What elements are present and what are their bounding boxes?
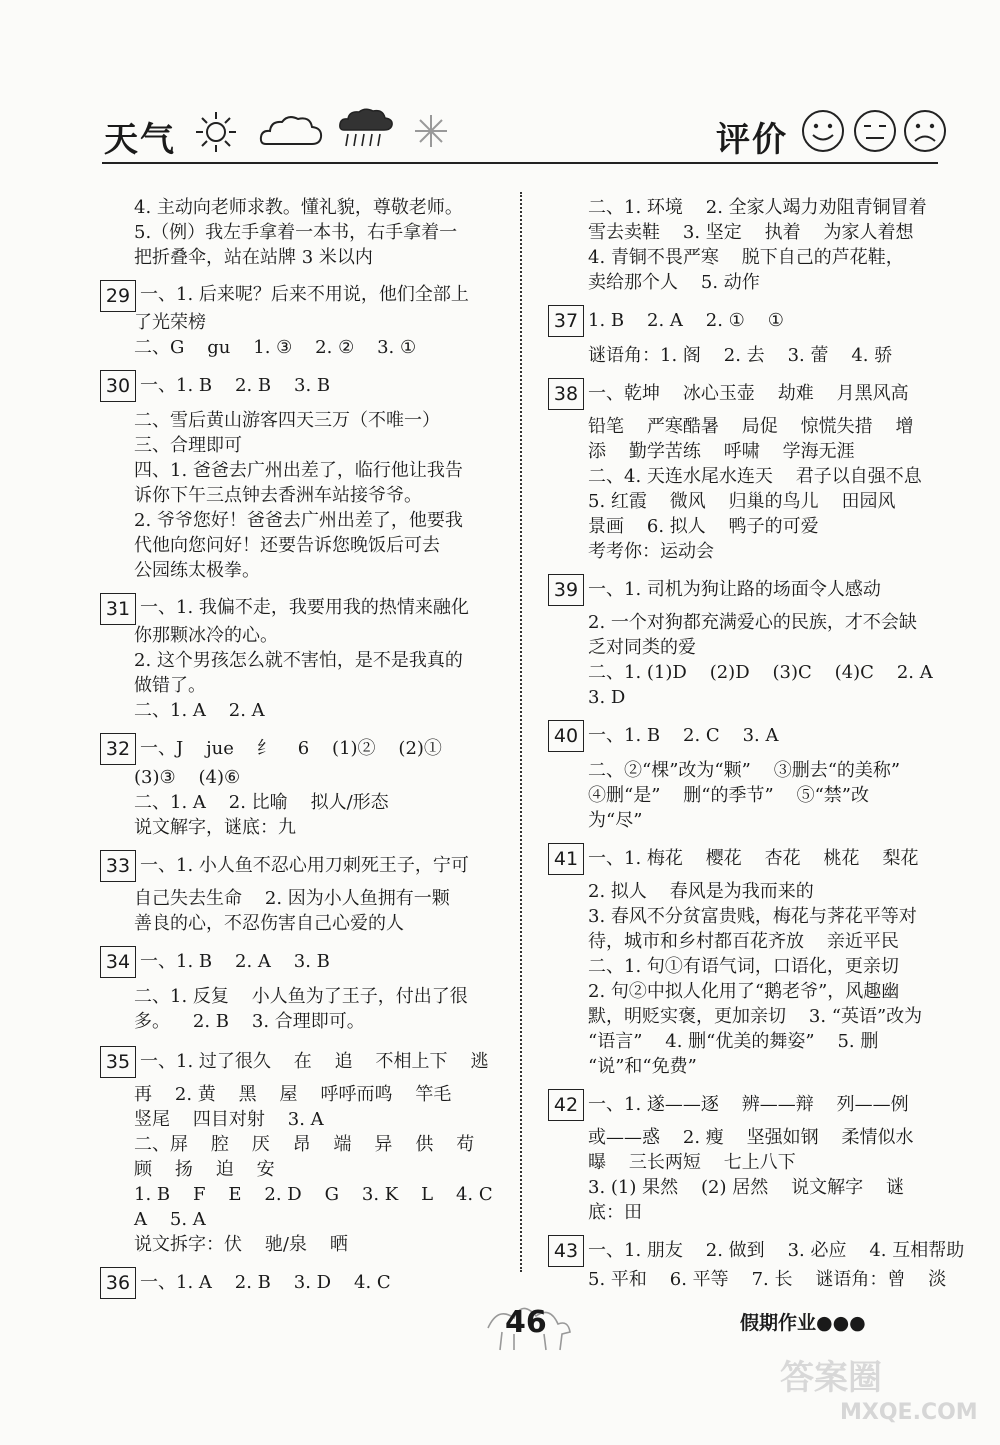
text-line: 竖尾 四目对射 3. A — [134, 1109, 324, 1130]
text-line: 二、雪后黄山游客四天三万（不唯一） — [134, 410, 440, 431]
exercise-number: 30 — [100, 370, 136, 402]
text-line: 一、1. 司机为狗让路的场面令人感动 — [588, 579, 881, 600]
text-line: A 5. A — [134, 1209, 206, 1230]
exercise-number: 31 — [100, 593, 136, 625]
text-line: 说文解字，谜底：九 — [134, 817, 296, 838]
happy-face-icon — [800, 108, 846, 154]
text-line: 4. 主动向老师求教。懂礼貌，尊敬老师。 — [134, 197, 463, 218]
text-line: 一、1. 朋友 2. 做到 3. 必应 4. 互相帮助 — [588, 1240, 965, 1261]
text-line: 或——惑 2. 瘦 坚强如钢 柔情似水 — [588, 1127, 914, 1148]
text-line: 5. 红霞 微风 归巢的鸟儿 田园风 — [588, 491, 896, 512]
exercise-number: 32 — [100, 733, 136, 765]
text-line: 曝 三长两短 七上八下 — [588, 1152, 796, 1173]
answer-block-37 — [548, 305, 948, 368]
text-line: 二、1. 反复 小人鱼为了王子，付出了很 — [134, 986, 468, 1007]
text-line: 3. D — [588, 687, 626, 708]
text-line: 4. 青铜不畏严寒 脱下自己的芦花鞋， — [588, 247, 904, 268]
text-line: 2. 爷爷您好！爸爸去广州出差了，他要我 — [134, 510, 463, 531]
text-line: 谜语角：1. 阁 2. 去 3. 蕾 4. 骄 — [588, 345, 893, 366]
text-line: 一、1. 遂——逐 辨——辩 列——例 — [588, 1094, 909, 1115]
text-line: 你那颗冰冷的心。 — [134, 625, 278, 646]
neutral-face-icon — [852, 108, 898, 154]
text-line: “语言” 4. 删“优美的舞姿” 5. 删 — [588, 1031, 879, 1052]
text-line: 3. (1) 果然 (2) 居然 说文解字 谜 — [588, 1177, 904, 1198]
answer-block-34 — [100, 946, 510, 1034]
text-line: 一、1. B 2. B 3. B — [140, 375, 331, 396]
text-line: 卖给那个人 5. 动作 — [588, 272, 760, 293]
text-line: 二、4. 天连水尾水连天 君子以自强不息 — [588, 466, 922, 487]
text-line: 1. B 2. A 2. ① ① — [588, 310, 784, 331]
text-line: 顾 扬 迫 安 — [134, 1159, 275, 1180]
right-column — [548, 195, 965, 1292]
answer-block-39 — [548, 574, 948, 710]
footer-label: 假期作业●●● — [740, 1312, 866, 1334]
text-line: 2. 这个男孩怎么就不害怕，是不是我真的 — [134, 650, 463, 671]
text-line: 乏对同类的爱 — [588, 637, 696, 658]
watermark-url: MXQE.COM — [840, 1400, 978, 1425]
text-line: 添 勤学苦练 呼啸 学海无涯 — [588, 441, 855, 462]
cloud-icon — [258, 112, 324, 150]
text-line: 二、②“棵”改为“颗” ③删去“的美称” — [588, 760, 901, 781]
exercise-number: 33 — [100, 850, 136, 882]
answer-block-43 — [548, 1235, 965, 1292]
text-line: 2. 句②中拟人化用了“鹅老爷”，风趣幽 — [588, 981, 900, 1002]
text-line: 一、1. A 2. B 3. D 4. C — [140, 1272, 391, 1293]
text-line: 2. 一个对狗都充满爱心的民族，才不会缺 — [588, 612, 917, 633]
text-line: 一、1. 梅花 樱花 杏花 桃花 梨花 — [588, 848, 919, 869]
exercise-number: 39 — [548, 574, 584, 606]
exercise-number: 43 — [548, 1235, 584, 1267]
text-line: 一、1. 我偏不走，我要用我的热情来融化 — [140, 597, 469, 618]
text-line: 一、1. 后来呢？后来不用说，他们全部上 — [140, 284, 469, 305]
header-rule — [102, 162, 938, 164]
text-line: 一、J jue 纟 6 (1)② (2)① — [140, 738, 442, 759]
text-line: 1. B F E 2. D G 3. K L 4. C — [134, 1184, 493, 1205]
text-line: 三、合理即可 — [134, 435, 242, 456]
text-line: 二、1. A 2. A — [134, 700, 265, 721]
answer-block-38 — [548, 378, 948, 564]
watermark-text: 答案圈 — [780, 1358, 882, 1398]
text-line: 一、1. 小人鱼不忍心用刀刺死王子，宁可 — [140, 855, 469, 876]
text-line: 默，明贬实褒，更加亲切 3. “英语”改为 — [588, 1006, 923, 1027]
text-line: (3)③ (4)⑥ — [134, 767, 241, 788]
answer-block-32 — [100, 733, 510, 840]
exercise-number: 36 — [100, 1267, 136, 1299]
text-line: 铅笔 严寒酷暑 局促 惊慌失措 增 — [588, 416, 914, 437]
intro-block — [100, 195, 510, 270]
text-line: 2. 拟人 春风是为我而来的 — [588, 881, 814, 902]
text-line: 说文拆字：伏 驰/泉 晒 — [134, 1234, 348, 1255]
text-line: 景画 6. 拟人 鸭子的可爱 — [588, 516, 819, 537]
text-line: 诉你下午三点钟去香洲车站接爷爷。 — [134, 485, 422, 506]
text-line: 待，城市和乡村都百花齐放 亲近平民 — [588, 931, 899, 952]
sad-face-icon — [902, 108, 948, 154]
text-line: 5.（例）我左手拿着一本书，右手拿着一 — [134, 222, 458, 243]
text-line: 二、屏 腔 厌 昂 端 异 供 苟 — [134, 1134, 475, 1155]
answer-block-41 — [548, 843, 948, 1079]
text-line: ④删“是” 删“的季节” ⑤“禁”改 — [588, 785, 869, 806]
text-line: 雪去卖鞋 3. 坚定 执着 为家人着想 — [588, 222, 914, 243]
text-line: 再 2. 黄 黑 屋 呼呼而鸣 竿毛 — [134, 1084, 452, 1105]
text-line: 一、1. 过了很久 在 追 不相上下 逃 — [140, 1051, 489, 1072]
answer-block-33 — [100, 850, 510, 936]
text-line: 把折叠伞，站在站牌 3 米以内 — [134, 247, 373, 268]
exercise-number: 40 — [548, 720, 584, 752]
answer-block-40 — [548, 720, 948, 833]
exercise-number: 37 — [548, 305, 584, 337]
text-line: 四、1. 爸爸去广州出差了，临行他让我告 — [134, 460, 463, 481]
rain-cloud-icon — [338, 108, 394, 152]
snowflake-icon — [412, 112, 450, 150]
answer-block-35 — [100, 1046, 510, 1257]
weather-label: 天气 — [104, 120, 176, 160]
intro-block — [548, 195, 948, 295]
text-line: 考考你：运动会 — [588, 541, 714, 562]
exercise-number: 38 — [548, 378, 584, 410]
text-line: 做错了。 — [134, 675, 206, 696]
left-column — [100, 195, 510, 1299]
answer-block-36 — [100, 1267, 510, 1299]
text-line: 自己失去生命 2. 因为小人鱼拥有一颗 — [134, 888, 450, 909]
sun-icon — [192, 110, 240, 154]
text-line: 二、G gu 1. ③ 2. ② 3. ① — [134, 337, 417, 358]
text-line: 二、1. 句①有语气词，口语化，更亲切 — [588, 956, 899, 977]
text-line: 二、1. 环境 2. 全家人竭力劝阻青铜冒着 — [588, 197, 927, 218]
text-line: 5. 平和 6. 平等 7. 长 谜语角：曾 淡 — [588, 1269, 947, 1290]
page-number: 46 — [505, 1305, 547, 1340]
text-line: 一、乾坤 冰心玉壶 劫难 月黑风高 — [588, 383, 909, 404]
answer-block-29 — [100, 280, 510, 360]
text-line: 为“尽” — [588, 810, 643, 831]
exercise-number: 35 — [100, 1046, 136, 1078]
text-line: 二、1. A 2. 比喻 拟人/形态 — [134, 792, 389, 813]
text-line: 公园练太极拳。 — [134, 560, 260, 581]
text-line: 代他向您问好！还要告诉您晚饭后可去 — [134, 535, 440, 556]
exercise-number: 29 — [100, 280, 136, 312]
text-line: 了光荣榜 — [134, 312, 206, 333]
column-divider — [520, 192, 522, 1272]
text-line: 底：田 — [588, 1202, 642, 1223]
answer-block-31 — [100, 593, 510, 723]
rating-label: 评价 — [716, 120, 788, 160]
text-line: 善良的心，不忍伤害自己心爱的人 — [134, 913, 404, 934]
text-line: “说”和“免费” — [588, 1056, 697, 1077]
answer-block-30 — [100, 370, 510, 583]
exercise-number: 41 — [548, 843, 584, 875]
text-line: 一、1. B 2. C 3. A — [588, 725, 779, 746]
exercise-number: 42 — [548, 1089, 584, 1121]
text-line: 多。 2. B 3. 合理即可。 — [134, 1011, 365, 1032]
text-line: 3. 春风不分贫富贵贱，梅花与荠花平等对 — [588, 906, 917, 927]
text-line: 一、1. B 2. A 3. B — [140, 951, 330, 972]
answer-block-42 — [548, 1089, 948, 1225]
text-line: 二、1. (1)D (2)D (3)C (4)C 2. A — [588, 662, 933, 683]
exercise-number: 34 — [100, 946, 136, 978]
